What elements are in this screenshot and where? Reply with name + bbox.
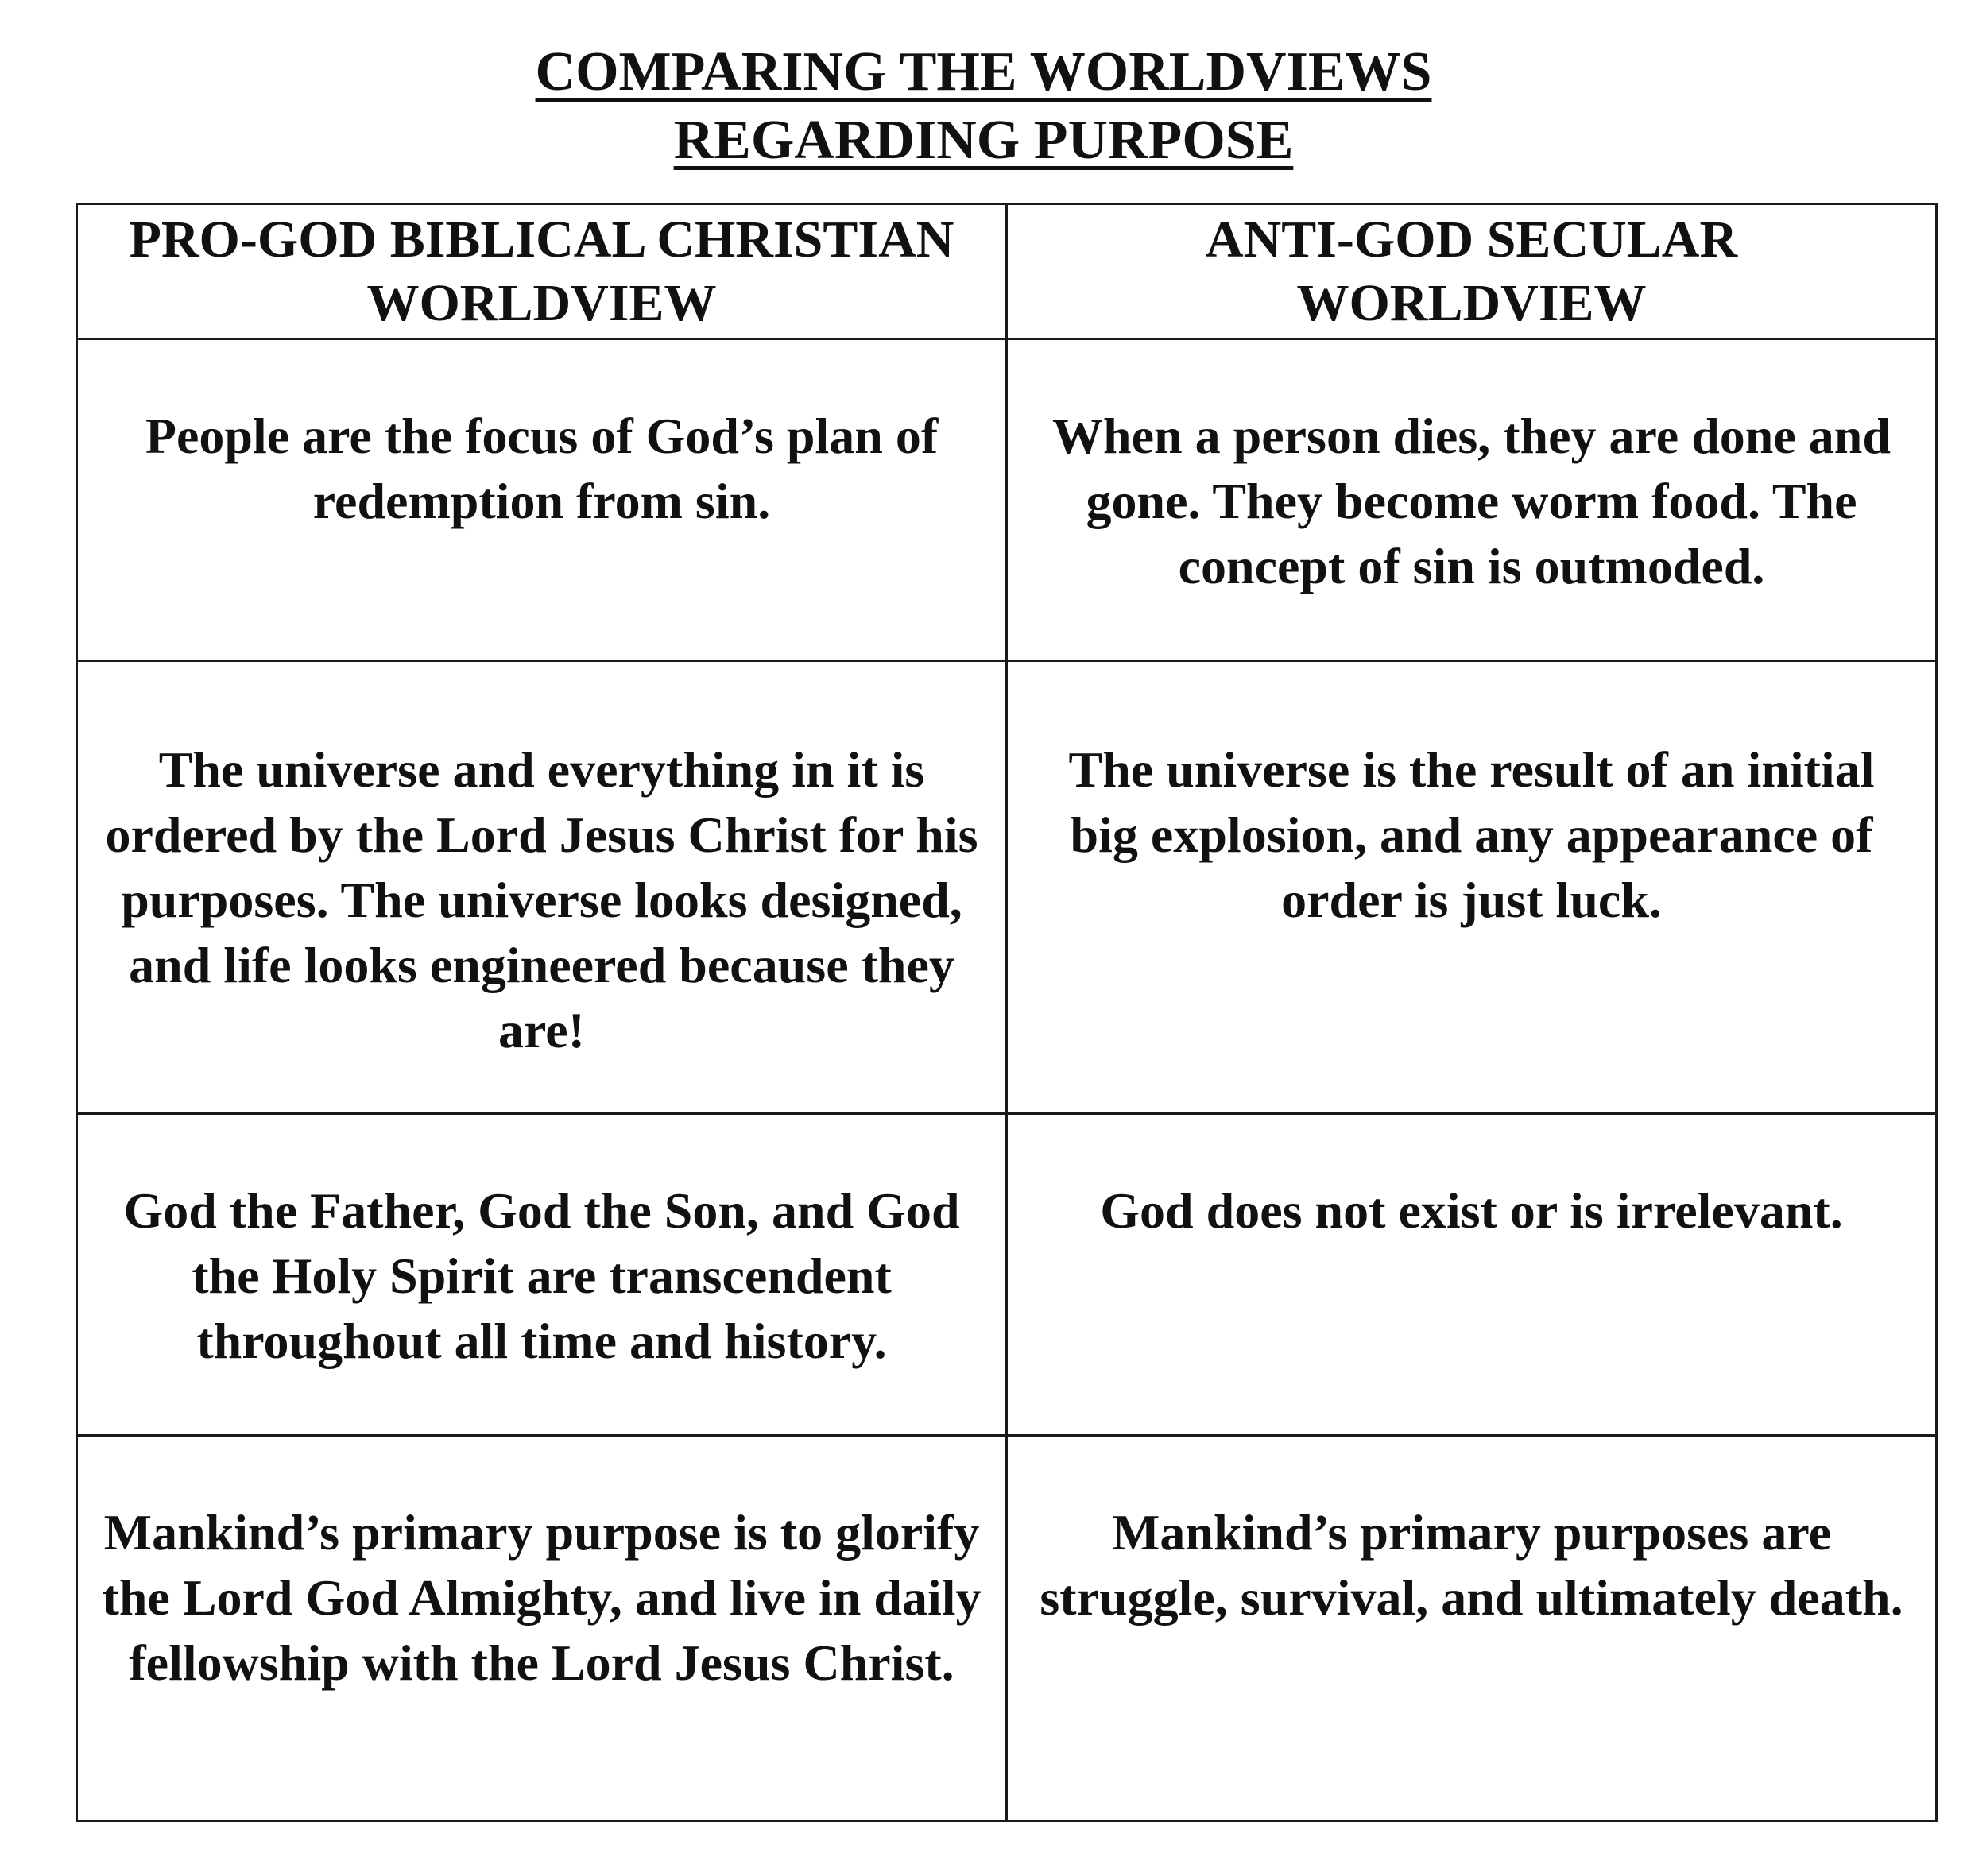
table-header-row xyxy=(77,204,1937,339)
table-row xyxy=(77,661,1937,1114)
table-row xyxy=(77,339,1937,661)
cell-anti-god: God does not exist or is irrelevant. xyxy=(1007,1114,1937,1436)
table-row xyxy=(77,1114,1937,1436)
cell-anti-god: The universe is the result of an initial big explosion, and any appearance of order is just luck. xyxy=(1007,661,1937,1114)
header-anti-god: ANTI-GOD SECULAR WORLDVIEW xyxy=(1007,204,1937,339)
cell-pro-god: The universe and everything in it is ordered by the Lord Jesus Christ for his purposes. The universe looks designed, and life looks engineered because they are! xyxy=(77,661,1007,1114)
cell-pro-god: Mankind’s primary purpose is to glorify the Lord God Almighty, and live in daily fellowship with the Lord Jesus Christ. xyxy=(77,1436,1007,1821)
header-pro-god: PRO-GOD BIBLICAL CHRISTIAN WORLDVIEW xyxy=(77,204,1007,339)
cell-pro-god: People are the focus of God’s plan of redemption from sin. xyxy=(77,339,1007,661)
title-line-1: COMPARING THE WORLDVIEWS xyxy=(535,41,1432,103)
cell-anti-god: Mankind’s primary purposes are struggle, survival, and ultimately death. xyxy=(1007,1436,1937,1821)
cell-pro-god: God the Father, God the Son, and God the Holy Spirit are transcendent throughout all time and history. xyxy=(77,1114,1007,1436)
comparison-table xyxy=(76,203,1938,1822)
title-line-2: REGARDING PURPOSE xyxy=(673,110,1294,171)
page-title xyxy=(0,38,1967,175)
table-row xyxy=(77,1436,1937,1821)
cell-anti-god: When a person dies, they are done and gone. They become worm food. The concept of sin is outmoded. xyxy=(1007,339,1937,661)
